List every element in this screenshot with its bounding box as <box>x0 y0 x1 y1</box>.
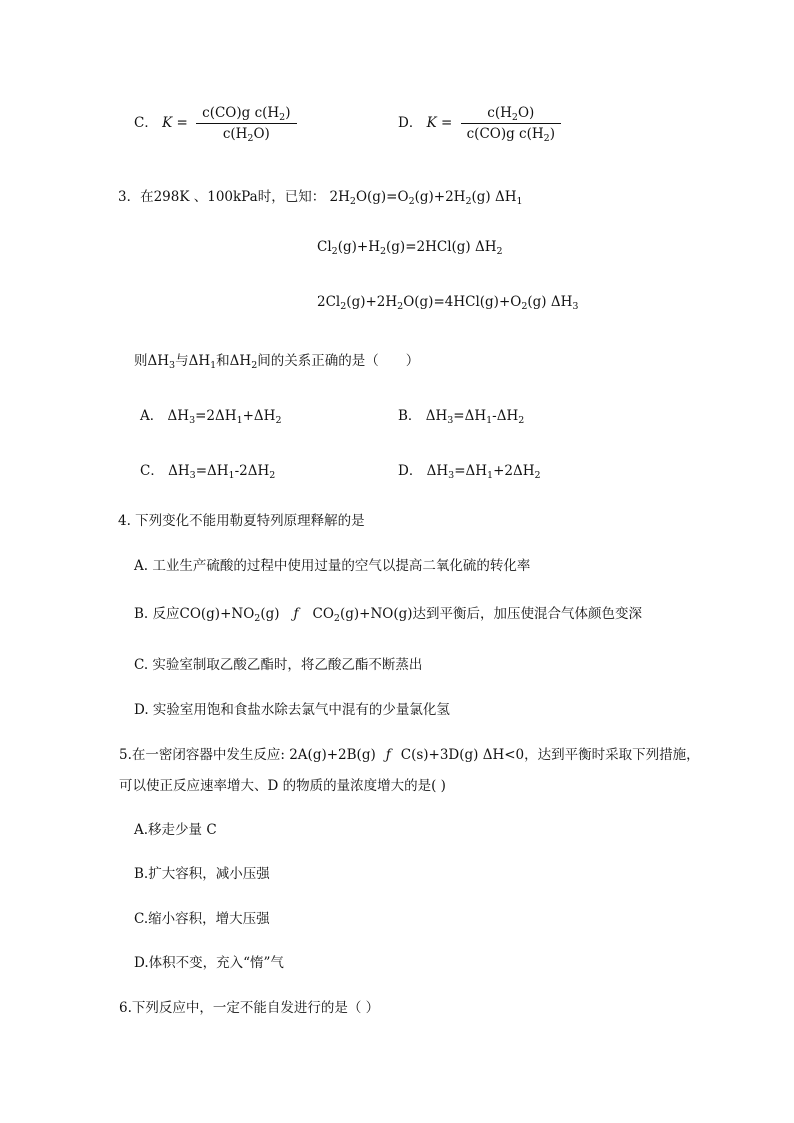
q2-option-d-eq: = <box>441 115 453 131</box>
q2-option-c-fraction <box>196 105 296 142</box>
q3-equation-3: $2Cl_2(g)+2H_2O(g)=4HCl(g)+O_2(g)$ $\Delta H_3$ <box>317 294 579 312</box>
q5-stem-line1: 5.在一密闭容器中发生反应: 2A(g)+2B(g) ƒ C(s)+3D(g) ΔH<0，达到平衡时采取下列措施， <box>119 747 700 763</box>
q2-option-d-label: D． <box>398 115 423 131</box>
equilibrium-symbol: ƒ <box>293 606 299 622</box>
q2-option-d-numerator: $c(H_2O)$ <box>461 105 561 124</box>
q3-option-a: A． $\Delta H_3=2\Delta H_1+\Delta H_2$ <box>140 408 282 426</box>
q5-stem-line2: 可以使正反应速率增大、D 的物质的量浓度增大的是( ) <box>119 778 446 794</box>
q2-option-c <box>134 105 297 142</box>
q2-option-c-numerator: c(CO)g $c(H_2)$ <box>196 105 296 124</box>
q5-option-a: A.移走少量 C <box>134 822 217 838</box>
q4-option-b: B. 反应$CO(g)+NO_2(g)$ ƒ $CO_2(g)+NO(g)$达到平衡后，加压使混合气体颜色变深 <box>134 606 643 624</box>
q5-option-b: B.扩大容积，减小压强 <box>134 866 270 882</box>
q3-question: 则$\Delta H_3$与$\Delta H_1$和$\Delta H_2$间的关系正确的是（ ） <box>134 353 420 371</box>
q6-stem: 6.下列反应中，一定不能自发进行的是（ ） <box>119 1000 380 1016</box>
q3-option-b: B． $\Delta H_3=\Delta H_1-\Delta H_2$ <box>398 408 525 426</box>
q2-option-d <box>398 105 561 142</box>
q2-option-d-k: K <box>426 115 437 131</box>
q4-stem: 4. 下列变化不能用勒夏特列原理释解的是 <box>118 513 365 529</box>
q3-option-c: C． $\Delta H_3=\Delta H_1-2\Delta H_2$ <box>140 463 276 481</box>
q4-option-d: D. 实验室用饱和食盐水除去氯气中混有的少量氯化氢 <box>134 702 450 718</box>
q2-option-c-label: C． <box>134 115 158 131</box>
q2-option-d-denominator: c(CO)g $c(H_2)$ <box>466 126 555 144</box>
q2-option-c-eq: = <box>176 115 188 131</box>
q3-stem: 3．在298K 、100kPa时，已知： $2H_2O(g)=O_2(g)+2H_2(g)$ $\Delta H_1$ <box>118 189 523 207</box>
q3-equation-1: $2H_2O(g)=O_2(g)+2H_2(g)$ $\Delta H_1$ <box>329 189 523 207</box>
equilibrium-symbol: ƒ <box>385 747 391 763</box>
q5-option-c: C.缩小容积，增大压强 <box>134 911 270 927</box>
q2-option-d-fraction <box>461 105 561 142</box>
q4-option-a: A. 工业生产硫酸的过程中使用过量的空气以提高二氧化硫的转化率 <box>134 558 531 574</box>
q5-option-d: D.体积不变，充入“惰”气 <box>134 955 284 971</box>
q4-option-c: C. 实验室制取乙酸乙酯时，将乙酸乙酯不断蒸出 <box>134 657 423 673</box>
q2-option-c-k: K <box>162 115 173 131</box>
q2-option-c-denominator: $c(H_2O)$ <box>222 126 270 144</box>
q3-equation-2: $Cl_2(g)+H_2(g)=2HCl(g)$ $\Delta H_2$ <box>317 239 503 257</box>
q3-option-d: D． $\Delta H_3=\Delta H_1+2\Delta H_2$ <box>398 463 541 481</box>
